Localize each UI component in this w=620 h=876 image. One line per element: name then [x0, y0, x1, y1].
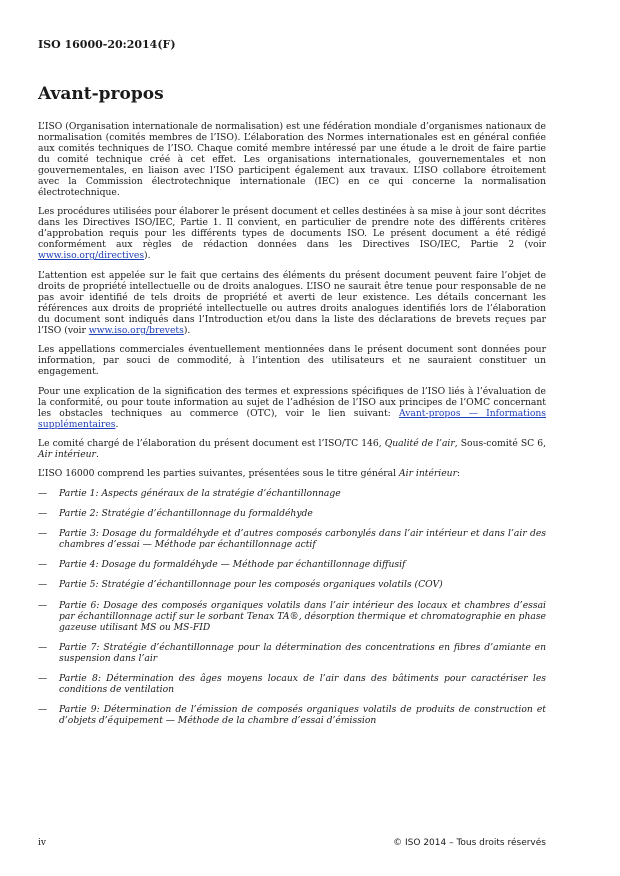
paragraph-conformity	[38, 386, 546, 430]
part-title: Partie 1: Aspects généraux de la stratégie d’échantillonnage	[59, 487, 341, 499]
paragraph-committee	[38, 438, 546, 460]
list-item	[38, 508, 546, 519]
patents-link[interactable]: www.iso.org/brevets	[88, 324, 184, 336]
committee-title: Qualité de l’air	[384, 437, 455, 449]
page-number: iv	[38, 838, 46, 848]
list-item	[38, 642, 546, 664]
list-item	[38, 528, 546, 550]
directives-link[interactable]: www.iso.org/directives	[38, 250, 145, 262]
dash-bullet: —	[38, 487, 48, 499]
paragraph-patents	[38, 270, 546, 336]
part-title: Partie 5: Stratégie d’échantillonnage pour les composés organiques volatils (COV)	[59, 579, 443, 591]
paragraph-conformity-end: .	[115, 418, 119, 430]
general-title: Air intérieur	[399, 468, 457, 480]
dash-bullet: —	[38, 599, 48, 611]
list-item	[38, 559, 546, 570]
dash-bullet: —	[38, 559, 48, 571]
list-item	[38, 704, 546, 726]
paragraph-patents-text: L’attention est appelée sur le fait que certains des éléments du présent document peuvent faire l’objet de droits de propriété intellectuelle ou de droits analogues. L’ISO ne saurait être tenue pour responsable de ne pas avoir identifié de tels droits de propriété et averti de leur existence. Les détails concernant les références aux droits de propriété intellectuelle ou autres droits analogues identifiés lors de l’élaboration du document sont indiqués dans l’Introduction et/ou dans la liste des déclarations de brevets reçues par l’ISO (voir	[38, 269, 546, 336]
dash-bullet: —	[38, 507, 48, 519]
document-header: ISO 16000-20:2014(F)	[38, 38, 176, 51]
paragraph-procedures-text: Les procédures utilisées pour élaborer le présent document et celles destinées à sa mise à jour sont décrites dans les Directives ISO/IEC, Partie 1. Il convient, en particulier de prendre note des différents critères d’approbation requis pour les différents types de documents ISO. Le présent document a été rédigé conformément aux règles de rédaction données dans les Directives ISO/IEC, Partie 2 (voir	[38, 206, 546, 251]
list-item	[38, 600, 546, 633]
list-item	[38, 579, 546, 590]
foreword-info-link[interactable]: Avant-propos — Informations supplémentaires	[38, 407, 546, 430]
page-title: Avant-propos	[38, 84, 164, 104]
dash-bullet: —	[38, 704, 48, 716]
paragraph-committee-mid: , Sous-comité SC 6,	[454, 437, 546, 449]
list-item	[38, 673, 546, 695]
dash-bullet: —	[38, 641, 48, 653]
paragraph-parts-intro-text: L’ISO 16000 comprend les parties suivantes, présentées sous le titre général	[38, 468, 400, 480]
part-title: Partie 2: Stratégie d’échantillonnage du formaldéhyde	[59, 507, 313, 519]
list-item	[38, 488, 546, 499]
parts-list	[38, 488, 546, 727]
paragraph-conformity-text: Pour une explication de la signification des termes et expressions spécifiques de l’ISO liés à l’évaluation de la conformité, ou pour toute information au sujet de l’adhésion de l’ISO aux principes de l’OMC concernant les obstacles techniques au commerce (OTC), voir le lien suivant:	[38, 385, 546, 419]
paragraph-patents-end: ).	[183, 324, 191, 336]
paragraph-committee-text: Le comité chargé de l’élaboration du présent document est l’ISO/TC 146,	[38, 437, 385, 449]
part-title: Partie 8: Détermination des âges moyens locaux de l’air dans des bâtiments pour caractériser les conditions de ventilation	[59, 673, 546, 696]
part-title: Partie 9: Détermination de l’émission de composés organiques volatils de produits de construction et d’objets d’équipement — Méthode de la chambre d’essai d’émission	[59, 704, 546, 727]
paragraph-parts-intro-end: :	[456, 468, 461, 480]
body-content	[38, 121, 546, 735]
part-title: Partie 3: Dosage du formaldéhyde et d’autres composés carbonylés dans l’air intérieur et dans l’air des chambres d’essai — Méthode par échantillonnage actif	[59, 528, 546, 551]
paragraph-parts-intro	[38, 468, 546, 479]
copyright-notice: © ISO 2014 – Tous droits réservés	[393, 838, 546, 848]
paragraph-procedures	[38, 206, 546, 261]
paragraph-trade-names: Les appellations commerciales éventuellement mentionnées dans le présent document sont données pour information, par souci de commodité, à l’intention des utilisateurs et ne sauraient constituer un engagement.	[38, 344, 546, 378]
paragraph-iso-intro: L’ISO (Organisation internationale de normalisation) est une fédération mondiale d’organismes nationaux de normalisation (comités membres de l’ISO). L’élaboration des Normes internationales est en général confiée aux comités techniques de l’ISO. Chaque comité membre intéressé par une étude a le droit de faire partie du comité technique créé à cet effet. Les organisations internationales, gouvernementales et non gouvernementales, en liaison avec l’ISO participent également aux travaux. L’ISO collabore étroitement avec la Commission électrotechnique internationale (IEC) en ce qui concerne la normalisation électrotechnique.	[38, 121, 546, 198]
paragraph-procedures-end: ).	[144, 250, 151, 262]
subcommittee-title: Air intérieur	[38, 448, 96, 460]
part-title: Partie 4: Dosage du formaldéhyde — Méthode par échantillonnage diffusif	[59, 559, 406, 571]
part-title: Partie 7: Stratégie d’échantillonnage pour la détermination des concentrations en fibres d’amiante en suspension dans l’air	[59, 641, 546, 664]
part-title: Partie 6: Dosage des composés organiques volatils dans l’air intérieur des locaux et chambres d’essai par échantillonnage actif sur le sorbant Tenax TA®, désorption thermique et chromatographie en phase gazeuse utilisant MS ou MS-FID	[59, 599, 546, 633]
paragraph-committee-end: .	[95, 448, 99, 460]
dash-bullet: —	[38, 579, 48, 591]
dash-bullet: —	[38, 528, 48, 540]
dash-bullet: —	[38, 673, 48, 685]
